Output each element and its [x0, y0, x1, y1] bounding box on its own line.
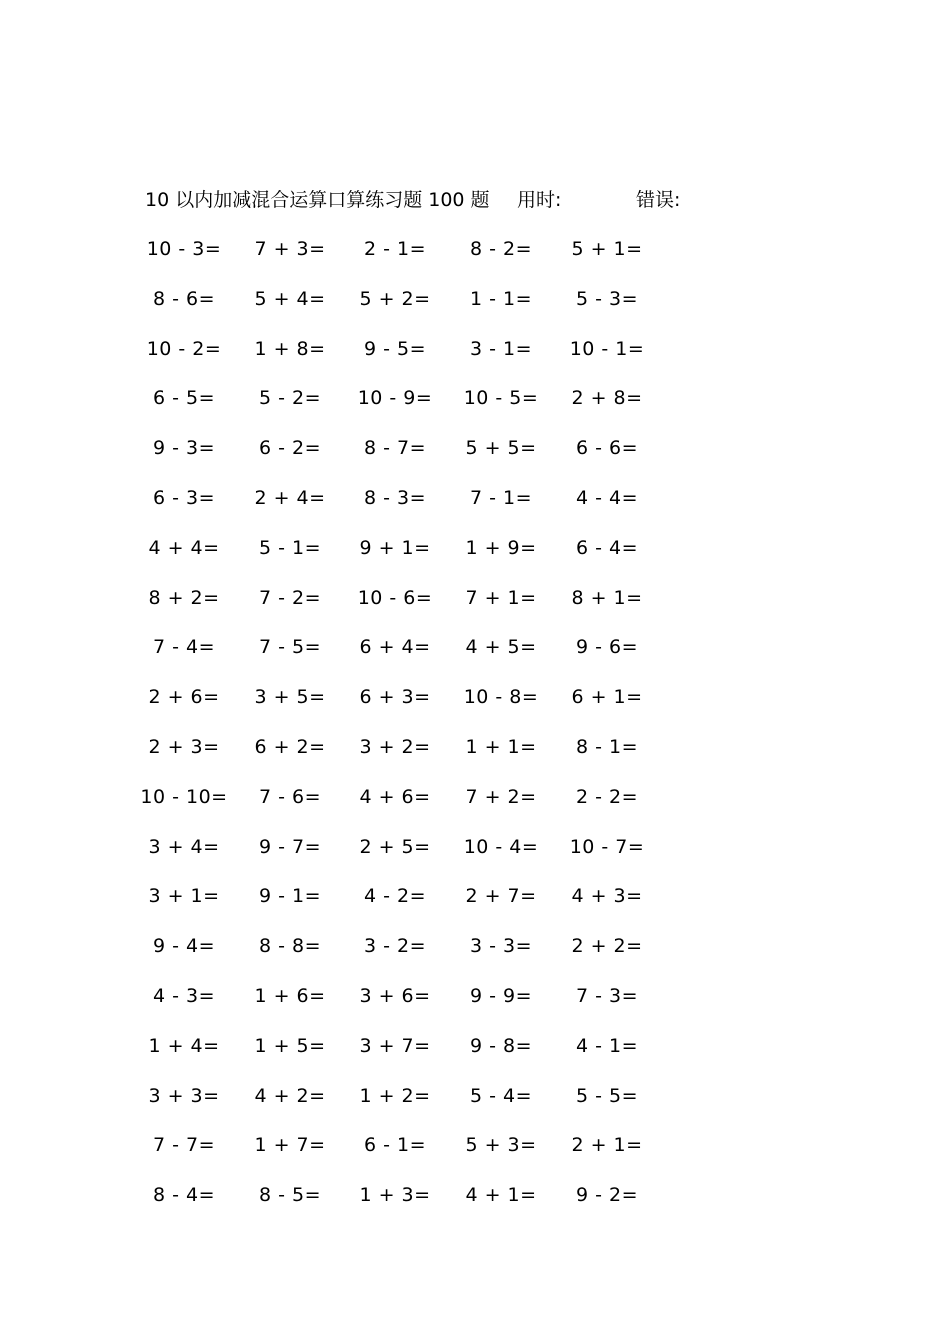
problem-row	[124, 434, 684, 484]
problem-row	[124, 235, 684, 285]
problem-item: 6 - 2=	[258, 437, 322, 460]
problem-item: 8 - 3=	[363, 486, 427, 509]
problem-row	[124, 534, 684, 584]
problem-item: 8 + 2=	[148, 586, 220, 609]
problem-item: 6 - 1=	[363, 1134, 427, 1157]
problem-item: 1 + 2=	[359, 1084, 431, 1107]
problem-item: 7 - 2=	[258, 586, 322, 609]
problem-item: 9 - 4=	[152, 935, 216, 958]
problem-item: 5 - 5=	[575, 1084, 639, 1107]
problem-item: 10 - 1=	[569, 337, 645, 360]
worksheet-title: 10 以内加减混合运算口算练习题 100 题	[145, 189, 490, 211]
problem-item: 6 - 6=	[575, 437, 639, 460]
problem-row	[124, 683, 684, 733]
problem-item: 4 - 2=	[363, 885, 427, 908]
errors-label: 错误:	[636, 189, 681, 211]
time-label: 用时:	[517, 189, 562, 211]
problem-item: 8 - 6=	[152, 287, 216, 310]
problem-item: 8 - 5=	[258, 1184, 322, 1207]
problem-item: 7 + 2=	[465, 785, 537, 808]
problem-item: 2 + 2=	[571, 935, 643, 958]
problem-row	[124, 484, 684, 534]
problem-item: 8 - 2=	[469, 238, 533, 260]
problem-row	[124, 833, 684, 883]
problem-row	[124, 1082, 684, 1132]
problem-item: 3 + 1=	[148, 885, 220, 908]
problem-item: 9 - 6=	[575, 636, 639, 659]
problem-item: 6 + 3=	[359, 686, 431, 709]
problem-item: 6 + 2=	[254, 735, 326, 758]
problem-item: 7 - 3=	[575, 984, 639, 1007]
problem-item: 8 - 8=	[258, 935, 322, 958]
problem-item: 1 - 1=	[469, 287, 533, 310]
problem-item: 2 + 1=	[571, 1134, 643, 1157]
problem-item: 7 - 1=	[469, 486, 533, 509]
problem-item: 5 - 2=	[258, 387, 322, 410]
problem-item: 3 + 2=	[359, 735, 431, 758]
problem-item: 6 + 4=	[359, 636, 431, 659]
problem-item: 6 + 1=	[571, 686, 643, 709]
problem-item: 9 + 1=	[359, 536, 431, 559]
problem-item: 3 + 5=	[254, 686, 326, 709]
problem-item: 10 - 5=	[463, 387, 539, 410]
problem-item: 2 + 3=	[148, 735, 220, 758]
problem-item: 9 - 1=	[258, 885, 322, 908]
problem-item: 4 + 4=	[148, 536, 220, 559]
problem-item: 3 + 3=	[148, 1084, 220, 1107]
problem-row	[124, 584, 684, 634]
problem-item: 7 - 5=	[258, 636, 322, 659]
problem-row	[124, 783, 684, 833]
problem-item: 9 - 9=	[469, 984, 533, 1007]
problem-item: 10 - 2=	[146, 337, 222, 360]
problem-item: 1 + 5=	[254, 1034, 326, 1057]
problem-item: 2 - 2=	[575, 785, 639, 808]
problem-item: 1 + 6=	[254, 984, 326, 1007]
problem-item: 5 + 2=	[359, 287, 431, 310]
problem-item: 6 - 4=	[575, 536, 639, 559]
problem-item: 3 - 2=	[363, 935, 427, 958]
problem-item: 7 + 1=	[465, 586, 537, 609]
problem-item: 2 + 4=	[254, 486, 326, 509]
problem-row	[124, 733, 684, 783]
problem-item: 1 + 7=	[254, 1134, 326, 1157]
problem-item: 9 - 2=	[575, 1184, 639, 1207]
problem-item: 3 + 4=	[148, 835, 220, 858]
problem-row	[124, 335, 684, 385]
problem-item: 7 - 7=	[152, 1134, 216, 1157]
problem-item: 1 + 8=	[254, 337, 326, 360]
problem-item: 4 - 3=	[152, 984, 216, 1007]
problem-row	[124, 384, 684, 434]
problem-row	[124, 285, 684, 335]
problem-grid	[124, 235, 684, 1231]
problem-row	[124, 1131, 684, 1181]
problem-item: 9 - 7=	[258, 835, 322, 858]
problem-item: 5 + 1=	[571, 238, 643, 260]
problem-item: 10 - 8=	[463, 686, 539, 709]
problem-item: 3 + 6=	[359, 984, 431, 1007]
problem-item: 3 - 3=	[469, 935, 533, 958]
problem-item: 7 - 6=	[258, 785, 322, 808]
problem-item: 9 - 5=	[363, 337, 427, 360]
problem-item: 3 + 7=	[359, 1034, 431, 1057]
problem-item: 1 + 1=	[465, 735, 537, 758]
problem-item: 4 + 1=	[465, 1184, 537, 1207]
problem-item: 6 - 5=	[152, 387, 216, 410]
problem-item: 5 - 4=	[469, 1084, 533, 1107]
problem-item: 10 - 7=	[569, 835, 645, 858]
problem-row	[124, 1032, 684, 1082]
problem-row	[124, 1181, 684, 1231]
problem-item: 1 + 9=	[465, 536, 537, 559]
problem-item: 4 + 3=	[571, 885, 643, 908]
problem-item: 10 - 10=	[140, 785, 228, 808]
problem-item: 10 - 3=	[146, 238, 222, 260]
problem-item: 6 - 3=	[152, 486, 216, 509]
problem-row	[124, 932, 684, 982]
problem-item: 8 - 7=	[363, 437, 427, 460]
problem-item: 8 - 4=	[152, 1184, 216, 1207]
problem-item: 10 - 6=	[357, 586, 433, 609]
problem-item: 9 - 3=	[152, 437, 216, 460]
problem-item: 3 - 1=	[469, 337, 533, 360]
problem-item: 8 + 1=	[571, 586, 643, 609]
problem-item: 10 - 4=	[463, 835, 539, 858]
problem-item: 4 + 2=	[254, 1084, 326, 1107]
problem-item: 1 + 3=	[359, 1184, 431, 1207]
problem-item: 4 - 4=	[575, 486, 639, 509]
problem-item: 5 + 5=	[465, 437, 537, 460]
problem-item: 4 + 6=	[359, 785, 431, 808]
problem-item: 2 + 5=	[359, 835, 431, 858]
problem-item: 5 + 3=	[465, 1134, 537, 1157]
problem-item: 2 - 1=	[363, 238, 427, 260]
problem-row	[124, 633, 684, 683]
problem-item: 2 + 7=	[465, 885, 537, 908]
problem-item: 7 + 3=	[254, 238, 326, 260]
problem-item: 9 - 8=	[469, 1034, 533, 1057]
problem-item: 2 + 8=	[571, 387, 643, 410]
problem-item: 10 - 9=	[357, 387, 433, 410]
problem-item: 5 - 3=	[575, 287, 639, 310]
problem-item: 1 + 4=	[148, 1034, 220, 1057]
problem-item: 8 - 1=	[575, 735, 639, 758]
problem-item: 4 + 5=	[465, 636, 537, 659]
problem-item: 4 - 1=	[575, 1034, 639, 1057]
problem-item: 5 + 4=	[254, 287, 326, 310]
problem-row	[124, 882, 684, 932]
problem-item: 2 + 6=	[148, 686, 220, 709]
problem-row	[124, 982, 684, 1032]
problem-item: 5 - 1=	[258, 536, 322, 559]
problem-item: 7 - 4=	[152, 636, 216, 659]
